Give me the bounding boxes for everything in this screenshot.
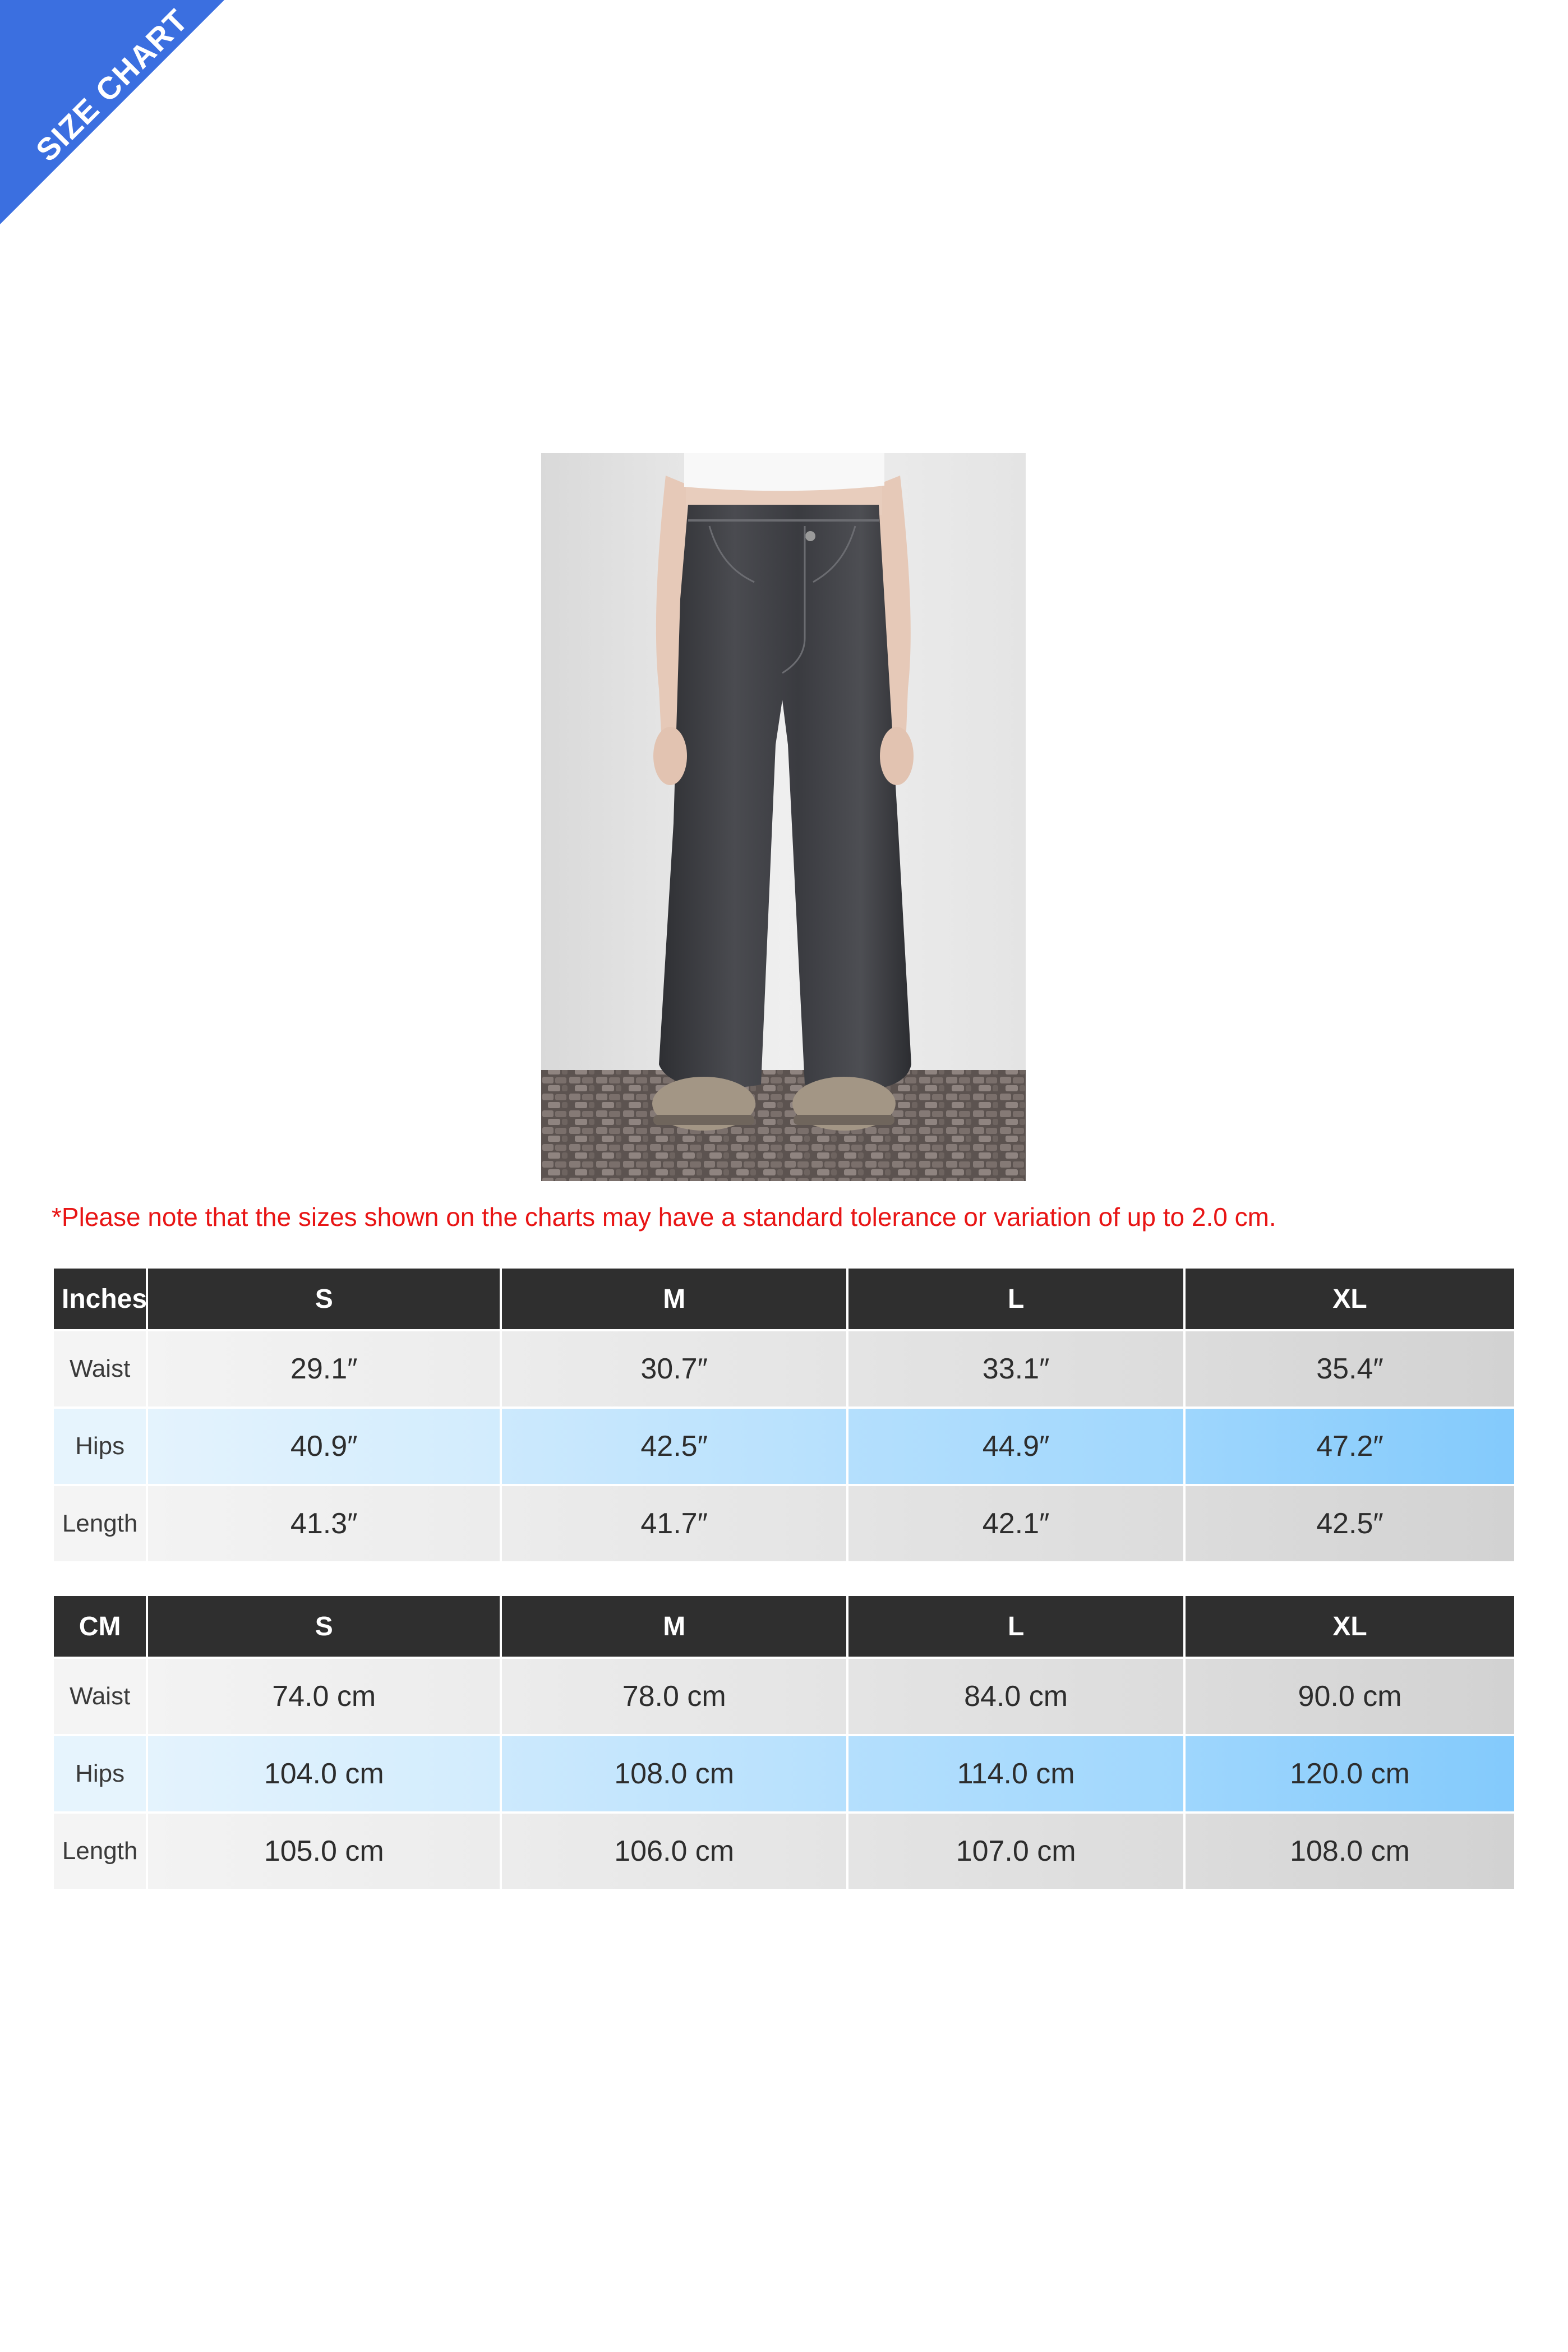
table-cell: 30.7″	[502, 1331, 846, 1406]
table-cell: 42.5″	[502, 1409, 846, 1484]
tolerance-note: *Please note that the sizes shown on the charts may have a standard tolerance or variation of up to 2.0 cm.	[52, 1202, 1276, 1232]
product-photo	[541, 453, 1026, 1181]
table-cell: 35.4″	[1186, 1331, 1514, 1406]
row-label: Hips	[54, 1409, 146, 1484]
table-cell: 108.0 cm	[1186, 1814, 1514, 1889]
table-row-waist	[54, 1659, 1514, 1734]
jeans-model-illustration	[541, 453, 1026, 1181]
size-header-m: M	[502, 1596, 846, 1657]
table-row-hips	[54, 1736, 1514, 1811]
table-cell: 84.0 cm	[848, 1659, 1183, 1734]
row-label: Waist	[54, 1331, 146, 1406]
size-header-m: M	[502, 1269, 846, 1329]
size-chart-badge	[0, 0, 224, 224]
unit-label: Inches	[54, 1269, 146, 1329]
size-header-s: S	[148, 1596, 500, 1657]
table-cell: 90.0 cm	[1186, 1659, 1514, 1734]
table-row-hips	[54, 1409, 1514, 1484]
table-cell: 29.1″	[148, 1331, 500, 1406]
row-label: Waist	[54, 1659, 146, 1734]
table-cell: 105.0 cm	[148, 1814, 500, 1889]
table-header-row	[54, 1269, 1514, 1329]
table-cell: 41.7″	[502, 1486, 846, 1561]
row-label: Length	[54, 1814, 146, 1889]
table-cell: 107.0 cm	[848, 1814, 1183, 1889]
table-cell: 33.1″	[848, 1331, 1183, 1406]
size-header-xl: XL	[1186, 1596, 1514, 1657]
size-table-cm	[52, 1594, 1516, 1891]
badge-label: SIZE CHART	[29, 2, 195, 168]
table-cell: 47.2″	[1186, 1409, 1514, 1484]
size-header-s: S	[148, 1269, 500, 1329]
table-cell: 40.9″	[148, 1409, 500, 1484]
table-cell: 42.5″	[1186, 1486, 1514, 1561]
table-row-length	[54, 1814, 1514, 1889]
row-label: Hips	[54, 1736, 146, 1811]
table-cell: 106.0 cm	[502, 1814, 846, 1889]
table-cell: 74.0 cm	[148, 1659, 500, 1734]
table-cell: 114.0 cm	[848, 1736, 1183, 1811]
table-header-row	[54, 1596, 1514, 1657]
table-row-waist	[54, 1331, 1514, 1406]
size-header-l: L	[848, 1269, 1183, 1329]
badge-triangle	[0, 0, 224, 224]
table-row-length	[54, 1486, 1514, 1561]
table-cell: 78.0 cm	[502, 1659, 846, 1734]
unit-label: CM	[54, 1596, 146, 1657]
size-header-l: L	[848, 1596, 1183, 1657]
table-cell: 42.1″	[848, 1486, 1183, 1561]
size-table-inches	[52, 1266, 1516, 1564]
table-cell: 120.0 cm	[1186, 1736, 1514, 1811]
table-cell: 44.9″	[848, 1409, 1183, 1484]
row-label: Length	[54, 1486, 146, 1561]
size-header-xl: XL	[1186, 1269, 1514, 1329]
table-cell: 41.3″	[148, 1486, 500, 1561]
table-cell: 104.0 cm	[148, 1736, 500, 1811]
table-cell: 108.0 cm	[502, 1736, 846, 1811]
